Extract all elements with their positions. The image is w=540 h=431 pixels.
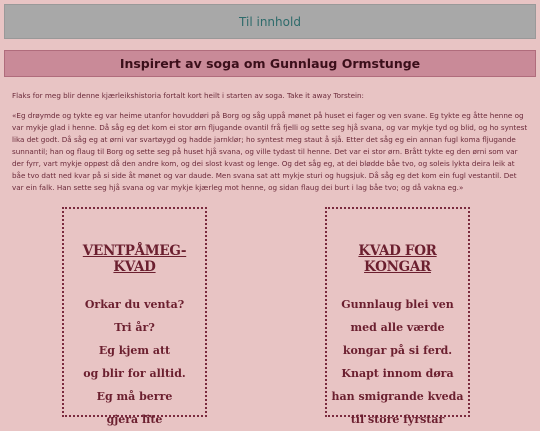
poem-line: og blir for alltid. — [83, 367, 186, 380]
skip-to-content-link[interactable]: Til innhold — [239, 14, 301, 29]
intro-paragraph: Flaks for meg blir denne kjærleikshistoria fortalt kort heilt i starten av soga. Take it away Torstein: — [12, 91, 364, 100]
poem-line: til store fyrstar — [350, 413, 445, 426]
poem-line: Eg må berre — [96, 390, 173, 403]
poem-lines — [327, 293, 468, 431]
poem-card-ventpameg — [62, 207, 207, 426]
poem-line: kongar på si ferd. — [342, 344, 453, 357]
poem-title: VENTPÅMEG-KVAD — [82, 243, 187, 275]
poem-line: gjera lite — [106, 413, 163, 426]
poem-line: med alle værde — [350, 321, 445, 334]
page-title-bar — [4, 50, 536, 77]
poem-line: Tri år? — [114, 321, 155, 334]
page-title: Inspirert av soga om Gunnlaug Ormstunge — [119, 56, 421, 71]
story-quote: «Eg drøymde og tykte eg var heime utanfor hovuddøri på Borg og såg uppå mønet på huset ei fager og ven svane. Eg tykte eg åtte henne og var mykje glad i henne. Då såg eg det kom ei stor ørn fljugande ovantil frå fjelli og sette seg hjå svana, og var mykje tyd og blid, og ho syntest lika det godt. Då såg eg at ørni var svartøygd og hadde jarnklør; ho syntest meg staut å sjå. Etter det såg eg ein annan fugl koma fljugande sunnantil; han og flaug til Borg og sette seg på huset hjå svana, og ville tydast til henne. Det var ei stor ørn. Brått tykte eg den ørni som var der fyrr, vart mykje oppøst då den andre kom, og dei slost kvast og lenge. Og det såg eg, at dei blødde båe tvo, og soleis lykta deira leik at båe tvo datt ned kvar på si side åt mønet og var daude. Men svana sat att mykje sturi og hugsjuk. Då såg eg det kom ein fugl vestantil. Det var ein falk. Han sette seg hjå svana og var mykje kjærleg mot henne, og sidan flaug dei burt i lag båe tvo; og då vakna eg.» — [12, 111, 528, 192]
poem-line: Eg kjem att — [98, 344, 171, 357]
poem-line: han smigrande kveda — [331, 390, 464, 403]
poem-line: Orkar du venta? — [84, 298, 185, 311]
poem-line: Gunnlaug blei ven — [341, 298, 454, 311]
poem-title: KVAD FOR KONGAR — [358, 243, 437, 275]
top-navigation — [4, 4, 536, 39]
poem-lines — [64, 293, 205, 431]
poem-card-kongar — [325, 207, 470, 426]
poem-line: Knapt innom døra — [341, 367, 454, 380]
